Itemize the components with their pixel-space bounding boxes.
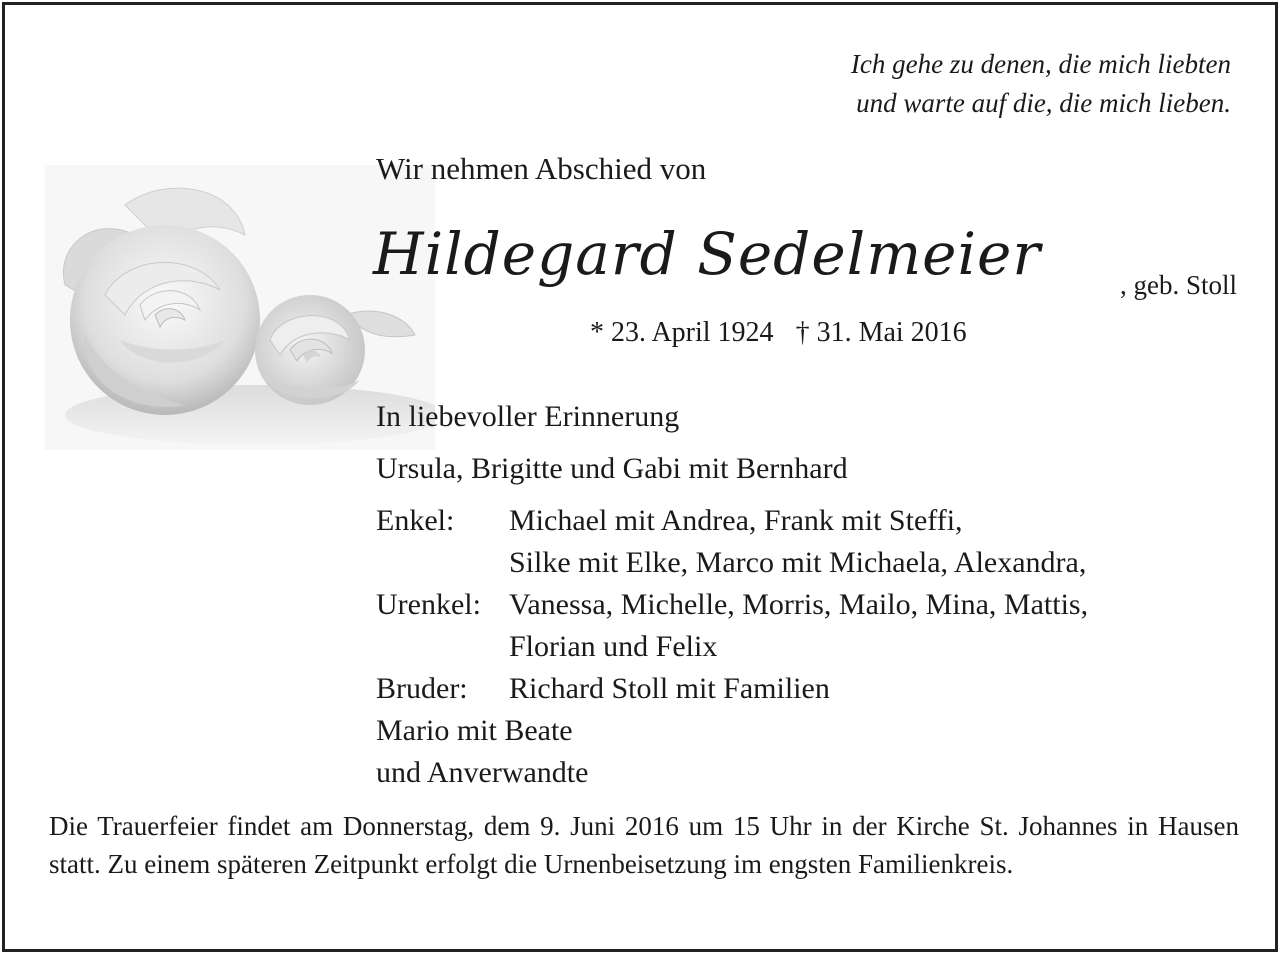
others-line-1: Mario mit Beate [376, 714, 573, 747]
mourners-list [376, 396, 1088, 794]
great-grandchildren-line-1: Vanessa, Michelle, Morris, Mailo, Mina, Mattis, [509, 588, 1089, 621]
grandchildren-row [376, 500, 1088, 584]
quote-line-2: und warte auf die, die mich lieben. [856, 88, 1231, 118]
great-grandchildren-line-2: Florian und Felix [509, 630, 718, 663]
great-grandchildren-label: Urenkel: [376, 588, 481, 621]
birth-date: * 23. April 1924 [590, 317, 774, 348]
brother-row [376, 668, 1088, 710]
obituary-card [2, 2, 1278, 952]
grandchildren-label: Enkel: [376, 504, 455, 537]
great-grandchildren-row [376, 584, 1088, 668]
intro-text: Wir nehmen Abschied von [376, 151, 707, 186]
brother-line-1: Richard Stoll mit Familien [509, 672, 830, 705]
dates [590, 317, 967, 349]
funeral-notice: Die Trauerfeier findet am Donnerstag, dem 9. Juni 2016 um 15 Uhr in der Kirche St. Johannes in Hausen statt. Zu einem späteren Zeitpunkt erfolgt die Urnenbeisetzung im engsten Familienkreis. [49, 811, 1239, 879]
name-line [373, 220, 1239, 300]
grandchildren-line-2: Silke mit Elke, Marco mit Michaela, Alexandra, [509, 546, 1087, 579]
maiden-name: , geb. Stoll [1119, 270, 1237, 300]
death-date: † 31. Mai 2016 [795, 317, 967, 348]
quote [851, 45, 1231, 123]
remembrance-text: In liebevoller Erinnerung [376, 400, 680, 433]
grandchildren-line-1: Michael mit Andrea, Frank mit Steffi, [509, 504, 963, 537]
children-line: Ursula, Brigitte und Gabi mit Bernhard [376, 452, 848, 485]
quote-line-1: Ich gehe zu denen, die mich liebten [850, 49, 1231, 79]
others-line-2: und Anverwandte [376, 756, 589, 789]
brother-label: Bruder: [376, 672, 468, 705]
deceased-name: Hildegard Sedelmeier [373, 220, 1042, 288]
